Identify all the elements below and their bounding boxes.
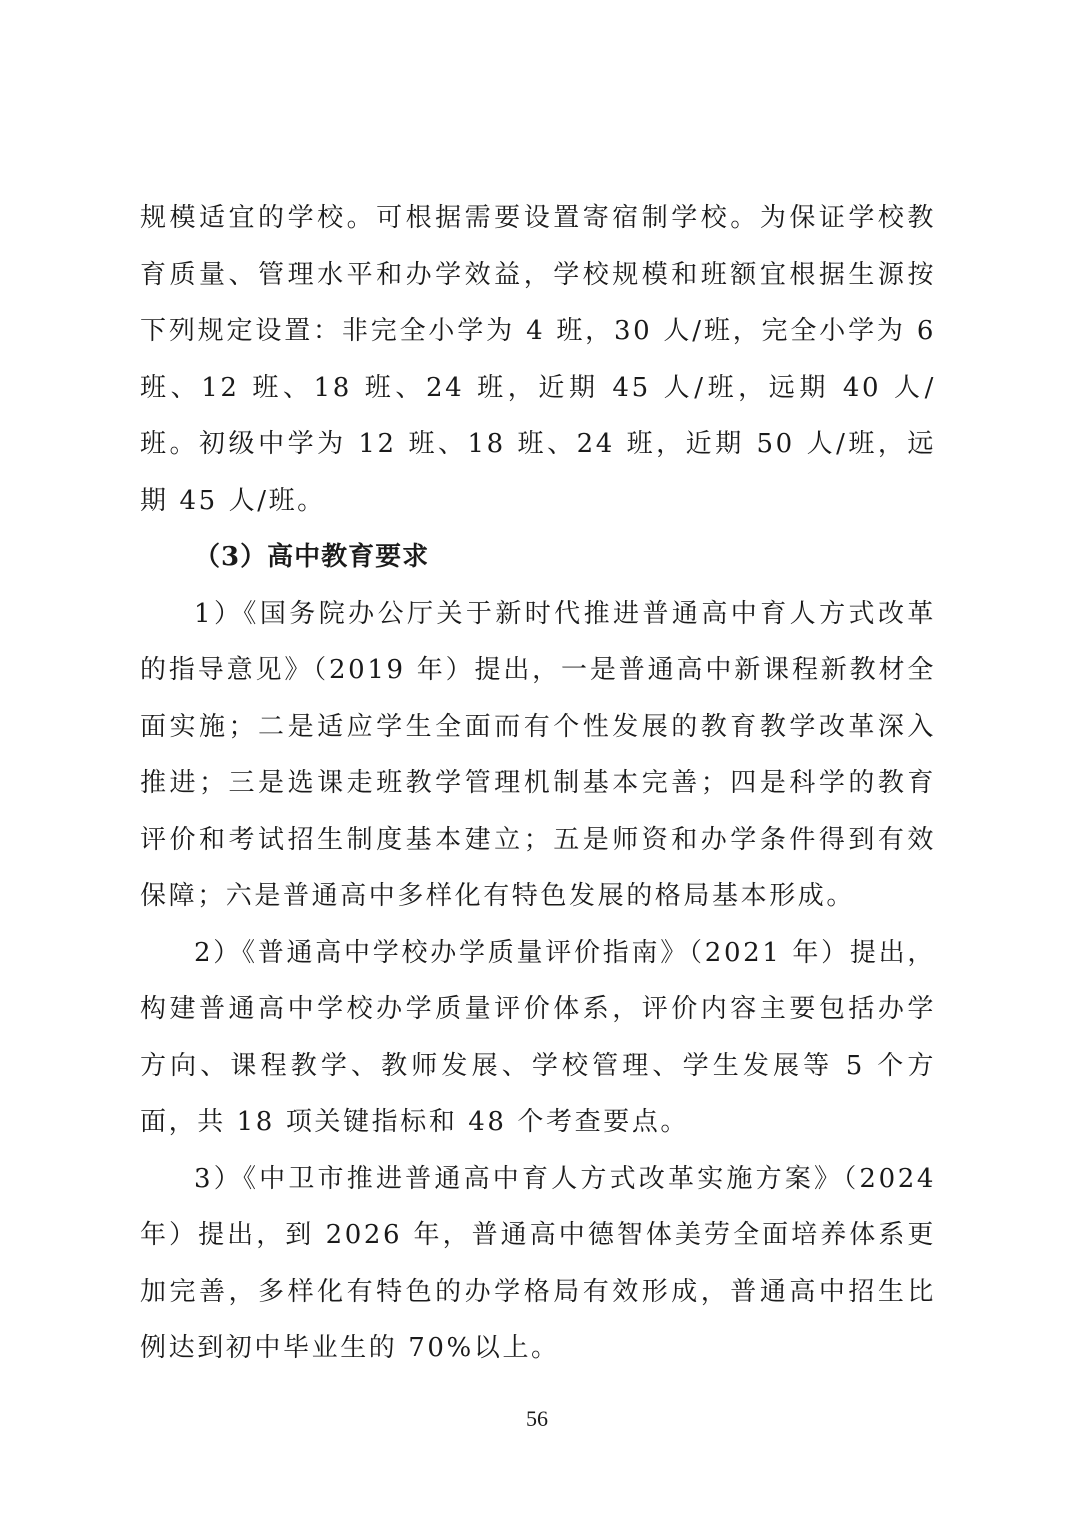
paragraph-item-2: 2）《普通高中学校办学质量评价指南》（2021 年）提出，构建普通高中学校办学质量评价体系，评价内容主要包括办学方向、课程教学、教师发展、学校管理、学生发展等 5 个方面，共 18 项关键指标和 48 个考查要点。 [140,937,936,1137]
page-number: 56 [526,1406,548,1431]
paragraph-item-1: 1）《国务院办公厅关于新时代推进普通高中育人方式改革的指导意见》（2019 年）提出，一是普通高中新课程新教材全面实施；二是适应学生全面而有个性发展的教育教学改革深入推进；三是选课走班教学管理机制基本完善；四是科学的教育评价和考试招生制度基本建立；五是师资和办学条件得到有效保障；六是普通高中多样化有特色发展的格局基本形成。 [140,598,936,911]
paragraph-school-scale: 规模适宜的学校。可根据需要设置寄宿制学校。为保证学校教育质量、管理水平和办学效益，学校规模和班额宜根据生源按下列规定设置：非完全小学为 4 班，30 人/班，完全小学为 6 班、12 班、18 班、24 班，近期 45 人/班，远期 40 人/班。初级中学为 12 班、18 班、24 班，近期 50 人/班，远期 45 人/班。 [140,203,936,516]
body-text [140,190,936,1377]
section-heading-high-school: （3）高中教育要求 [194,542,430,572]
paragraph-item-3: 3）《中卫市推进普通高中育人方式改革实施方案》（2024 年）提出，到 2026 年，普通高中德智体美劳全面培养体系更加完善，多样化有特色的办学格局有效形成，普通高中招生比例达到初中毕业生的 70%以上。 [140,1163,936,1363]
